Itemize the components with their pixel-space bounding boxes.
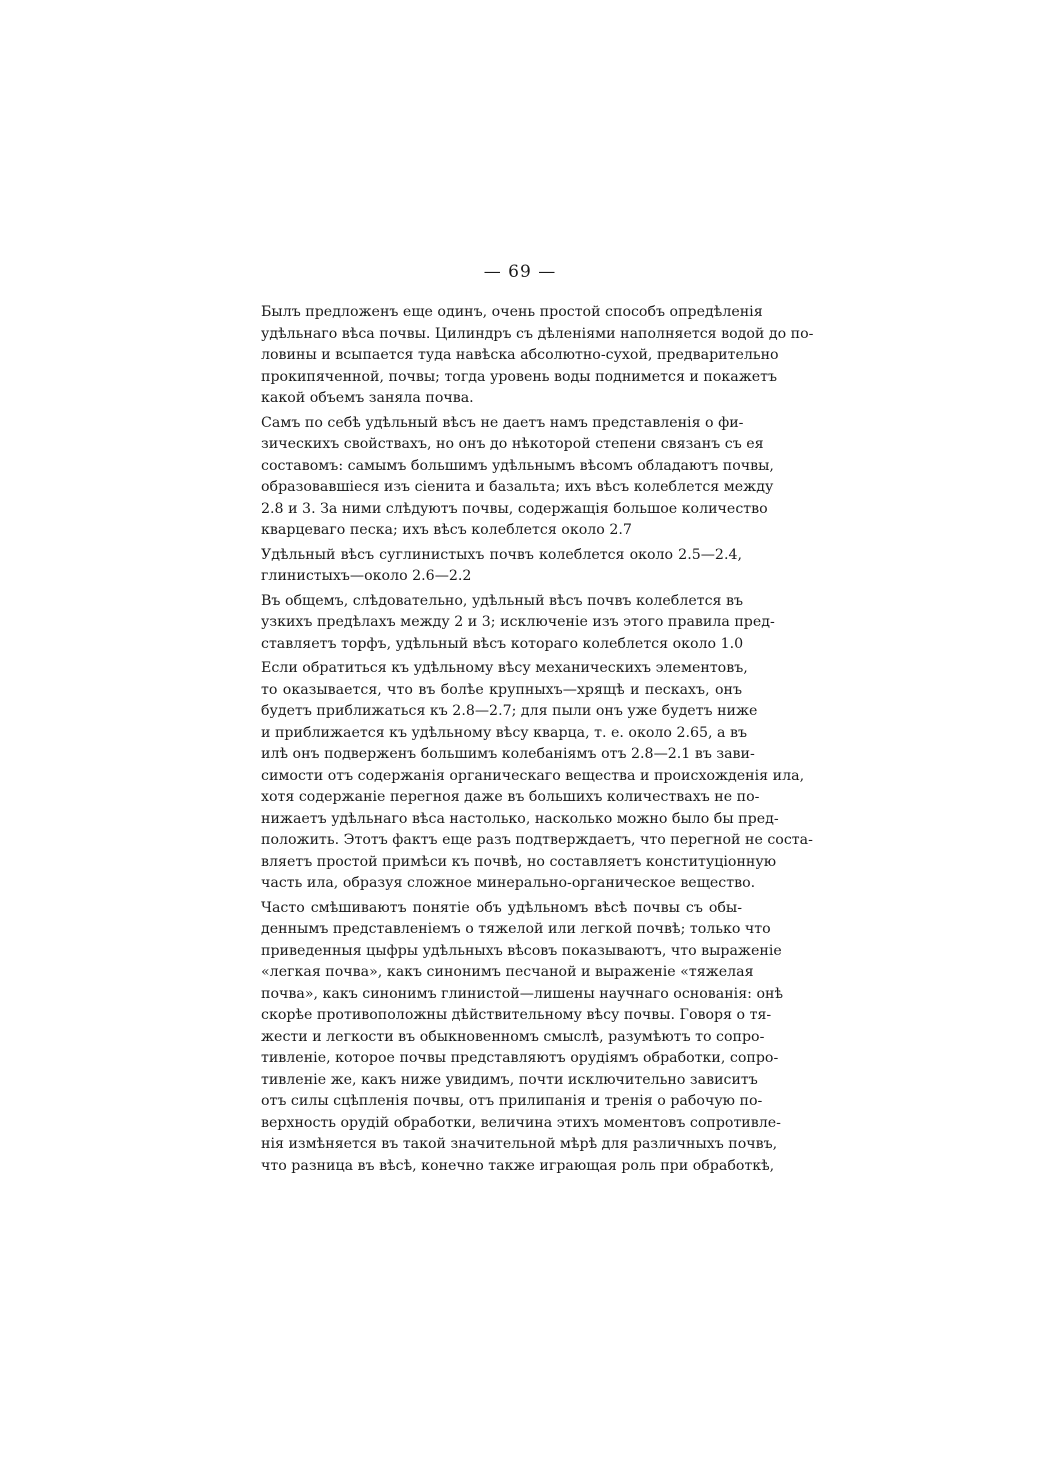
text-line: какой объемъ заняла почва.: [261, 390, 474, 406]
text-line: и приближается къ удѣльному вѣсу кварца, т. е. около 2.65, а въ: [261, 724, 748, 741]
text-line: вляетъ простой примѣси къ почвѣ, но составляетъ конституціонную: [261, 853, 777, 870]
text-line: ставляетъ торфъ, удѣльный вѣсъ котораго колеблется около 1.0: [261, 635, 744, 652]
text-line: нія измѣняется въ такой значительной мѣрѣ для различныхъ почвъ,: [261, 1136, 778, 1152]
text-line: глинистыхъ—около 2.6—2.2: [261, 568, 472, 584]
text-line: образовавшiеся изъ сіенита и базальта; ихъ вѣсъ колеблется между: [261, 479, 774, 495]
text-line: жести и легкости въ обыкновенномъ смыслѣ, разумѣютъ то сопро-: [261, 1028, 765, 1045]
text-line: составомъ: самымъ большимъ удѣльнымъ вѣсомъ обладаютъ почвы,: [261, 457, 774, 474]
text-line: удѣльнаго вѣса почвы. Цилиндръ съ дѣленіями наполняется водой до по-: [261, 325, 814, 342]
text-line: симости отъ содержанія органическаго вещества и происхожденія ила,: [261, 767, 805, 784]
text-line: хотя содержаніе перегноя даже въ большихъ количествахъ не по-: [261, 789, 760, 805]
text-line: Самъ по себѣ удѣльный вѣсъ не даетъ намъ представленія о фи-: [261, 414, 744, 431]
paragraph: [261, 591, 775, 656]
text-line: почва», какъ синонимъ глинистой—лишены научнаго основанія: онѣ: [261, 985, 784, 1002]
text-line: 2.8 и 3. За ними слѣдуютъ почвы, содержащія большое количество: [261, 500, 768, 517]
text-line: тивленіе, которое почвы представляютъ орудіямъ обработки, сопро-: [261, 1050, 779, 1066]
text-line: приведенныя цыфры удѣльныхъ вѣсовъ показываютъ, что выраженіе: [261, 942, 782, 959]
paragraph: [261, 413, 774, 542]
text-line: часть ила, образуя сложное минерально-органическое вещество.: [261, 875, 756, 891]
text-line: то оказывается, что въ болѣе крупныхъ—хрящѣ и пескахъ, онъ: [261, 681, 742, 698]
text-line: положить. Этотъ фактъ еще разъ подтверждаетъ, что перегной не соста-: [261, 832, 813, 848]
text-line: узкихъ предѣлахъ между 2 и 3; исключеніе изъ этого правила пред-: [261, 614, 775, 630]
text-line: ловины и всыпается туда навѣска абсолютно-сухой, предварительно: [261, 347, 779, 363]
text-line: деннымъ представленіемъ о тяжелой или легкой почвѣ; только что: [261, 921, 771, 937]
text-line: прокипяченной, почвы; тогда уровень воды поднимется и покажетъ: [261, 368, 778, 385]
paragraph: [261, 898, 784, 1178]
text-line: нижаетъ удѣльнаго вѣса настолько, насколько можно было бы пред-: [261, 810, 779, 827]
text-line: кварцеваго песка; ихъ вѣсъ колеблется около 2.7: [261, 522, 632, 538]
text-line: Въ общемъ, слѣдовательно, удѣльный вѣсъ почвъ колеблется въ: [261, 592, 744, 609]
paragraph: [261, 658, 813, 895]
text-line: тивленіе же, какъ ниже увидимъ, почти исключительно зависитъ: [261, 1071, 758, 1088]
text-line: Если обратиться къ удѣльному вѣсу механическихъ элементовъ,: [261, 660, 748, 676]
body-text: [261, 302, 814, 1180]
text-line: Былъ предложенъ еще одинъ, очень простой способъ опредѣленія: [261, 304, 763, 320]
text-line: что разница въ вѣсѣ, конечно также играющая роль при обработкѣ,: [261, 1157, 775, 1174]
paragraph: [261, 545, 742, 588]
text-line: отъ силы сцѣпленія почвы, отъ прилипанія и тренія о рабочую по-: [261, 1093, 763, 1109]
paragraph: [261, 302, 814, 410]
text-line: Удѣльный вѣсъ суглинистыхъ почвъ колеблется около 2.5—2.4,: [261, 546, 742, 563]
text-line: будетъ приближаться къ 2.8—2.7; для пыли онъ уже будетъ ниже: [261, 703, 758, 719]
text-line: скорѣе противоположны дѣйствительному вѣсу почвы. Говоря о тя-: [261, 1007, 772, 1023]
page-number: — 69 —: [483, 262, 557, 282]
text-line: «легкая почва», какъ синонимъ песчаной и выраженіе «тяжелая: [261, 964, 754, 980]
text-line: Часто смѣшиваютъ понятіе объ удѣльномъ вѣсѣ почвы съ обы-: [261, 899, 742, 916]
text-line: верхность орудій обработки, величина этихъ моментовъ сопротивле-: [261, 1114, 781, 1131]
text-line: илѣ онъ подверженъ большимъ колебаніямъ отъ 2.8—2.1 въ зави-: [261, 746, 755, 762]
text-line: зическихъ свойствахъ, но онъ до нѣкоторой степени связанъ съ ея: [261, 436, 764, 452]
